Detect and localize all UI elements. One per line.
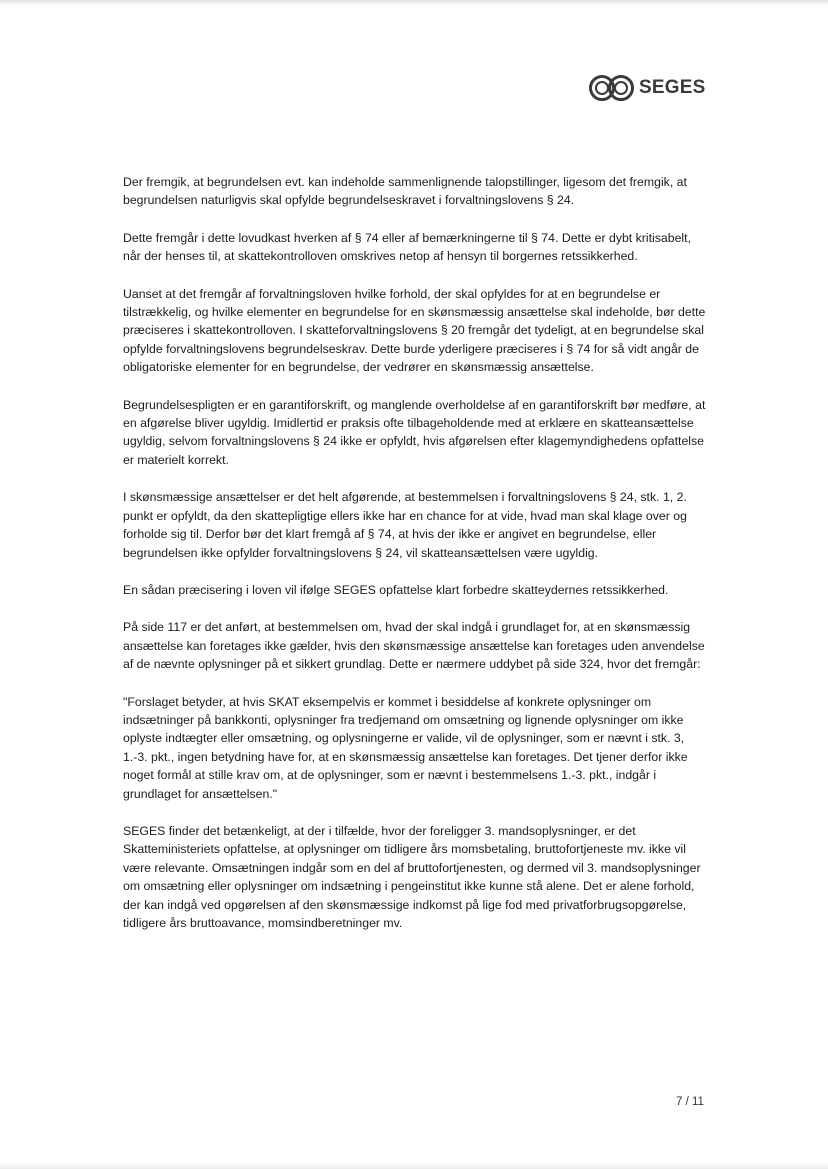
paragraph-7: På side 117 er det anført, at bestemmelsen om, hvad der skal indgå i grundlaget for, at en skønsmæssig ansættelse kan foretages ikke gælder, hvis den skønsmæssige ansættelse kan foretages uden anvendelse af de nævnte oplysninger på et sikkert grundlag. Dette er nærmere uddybet på side 324, hvor det fremgår: — [123, 620, 705, 672]
seges-logo — [589, 75, 705, 101]
logo-text: SEGES — [639, 77, 706, 98]
page-number: 7 / 11 — [676, 1096, 704, 1108]
paragraph-6: En sådan præcisering i loven vil ifølge SEGES opfattelse klart forbedre skatteydernes retssikkerhed. — [123, 582, 669, 597]
paragraph-5: I skønsmæssige ansættelser er det helt afgørende, at bestemmelsen i forvaltningslovens § 24, stk. 1, 2. punkt er opfyldt, da den skattepligtige ellers ikke har en chance for at vide, hvad man skal klage over og forholde sig til. Derfor bør det klart fremgå af § 74, at hvis der ikke er angivet en begrundelse, eller begrundelsen ikke opfylder forvaltningslovens § 24, vil skatteansættelsen være ugyldig. — [123, 490, 687, 560]
paragraph-3: Uanset at det fremgår af forvaltningsloven hvilke forhold, der skal opfyldes for at en begrundelse er tilstrækkelig, og hvilke elementer en begrundelse for en skønsmæssig ansættelse skal indeholde, bør dette præciseres i skattekontrolloven. I skatteforvaltningslovens § 20 fremgår det tydeligt, at en begrundelse skal opfylde forvaltningslovens begrundelseskrav. Dette burde yderligere præciseres i § 74 for så vidt angår de obligatoriske elementer for en begrundelse, der vedrører en skønsmæssig ansættelse. — [123, 286, 706, 375]
scan-edge-top — [0, 0, 828, 6]
paragraph-1: Der fremgik, at begrundelsen evt. kan indeholde sammenlignende talopstillinger, ligesom det fremgik, at begrundelsen naturligvis skal opfylde begrundelseskravet i forvaltningslovens § 24. — [123, 175, 687, 208]
paragraph-9: SEGES finder det betænkeligt, at der i tilfælde, hvor der foreligger 3. mandsoplysninger, er det Skatteministeriets opfattelse, at oplysninger om tidligere års momsbetaling, bruttofortjeneste mv. ikke vil være relevante. Omsætningen indgår som en del af bruttofortjenesten, og dermed vil 3. mandsoplysninger om omsætning eller oplysninger om indsætning i pengeinstitut ikke kunne stå alene. Det er alene forhold, der kan indgå ved opgørelsen af den skønsmæssige indkomst på lige fod med privatforbrugsopgørelse, tidligere års bruttoavance, momsindberetninger mv. — [123, 823, 701, 930]
paragraph-2: Dette fremgår i dette lovudkast hverken af § 74 eller af bemærkningerne til § 74. Dette er dybt kritisabelt, når der henses til, at skattekontrolloven omskrives netop af hensyn til borgernes retssikkerhed. — [123, 230, 691, 264]
paragraph-4: Begrundelsespligten er en garantiforskrift, og manglende overholdelse af en garantiforskrift bør medføre, at en afgørelse bliver ugyldig. Imidlertid er praksis ofte tilbageholdende med at erklære en skatteansættelse ugyldig, selvom forvaltningslovens § 24 ikke er opfyldt, hvis afgørelsen efter klagemyndighedens opfattelse er materielt korrekt. — [123, 397, 706, 467]
document-body — [123, 173, 708, 951]
scan-edge-bottom — [0, 1161, 828, 1169]
paragraph-quote: "Forslaget betyder, at hvis SKAT eksempelvis er kommet i besiddelse af konkrete oplysninger om indsætninger på bankkonti, oplysninger fra tredjemand om omsætning og lignende oplysninger om ikke oplyste indtægter eller omsætning, og oplysningerne er valide, vil de oplysninger, som er nævnt i stk. 3, 1.-3. pkt., ingen betydning have for, at en skønsmæssig ansættelse kan foretages. Det tjener derfor ikke noget formål at stille krav om, at de oplysninger, som er nævnt i bestemmelsens 1.-3. pkt., indgår i grundlaget for ansættelsen." — [123, 694, 688, 801]
seges-rings-icon — [589, 75, 635, 101]
